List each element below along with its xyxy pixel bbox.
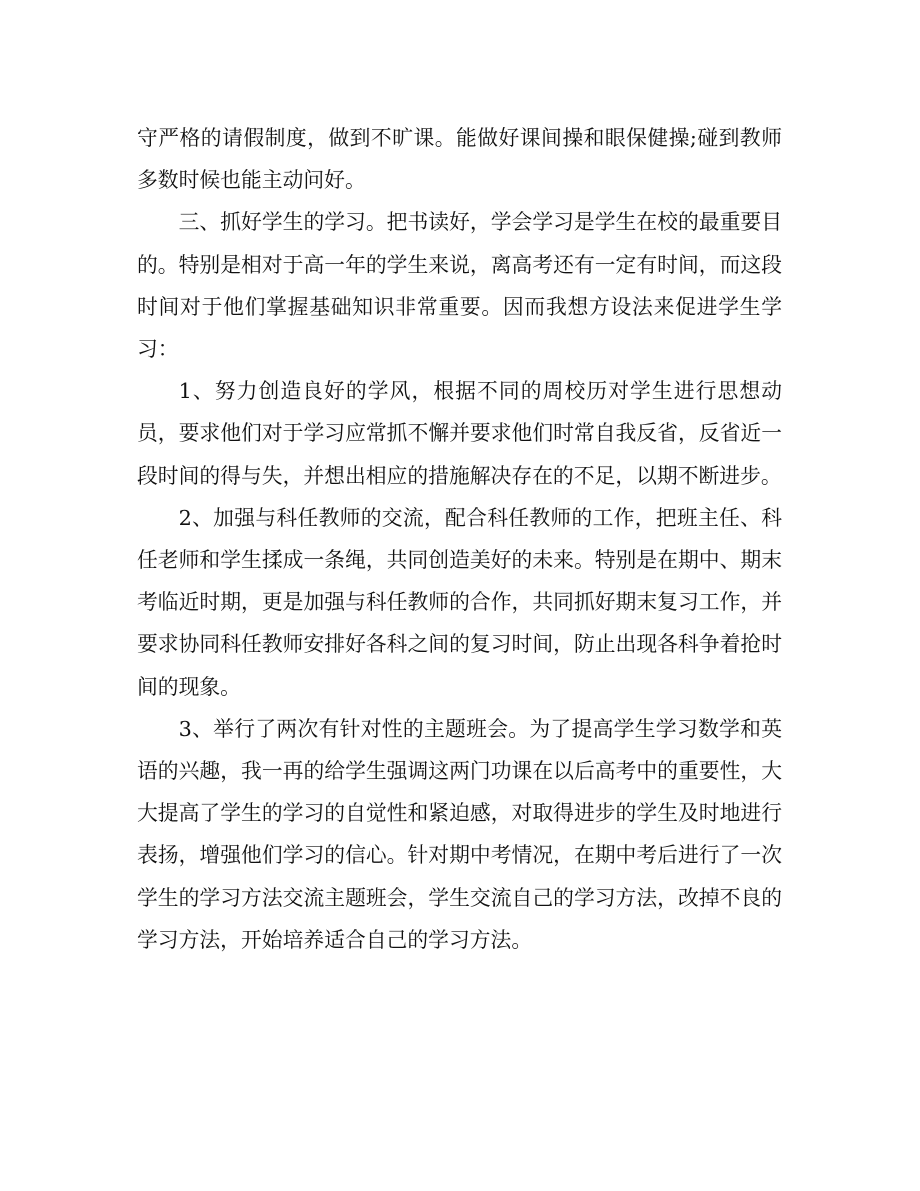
document-body bbox=[137, 117, 782, 961]
paragraph-section-three: 三、抓好学生的学习。把书读好，学会学习是学生在校的最重要目的。特别是相对于高一年的学生来说，离高考还有一定有时间，而这段时间对于他们掌握基础知识非常重要。因而我想方设法来促进学生学习： bbox=[137, 210, 782, 362]
paragraph-item-two: 2、加强与科任教师的交流，配合科任教师的工作，把班主任、科任老师和学生揉成一条绳，共同创造美好的未来。特别是在期中、期末考临近时期，更是加强与科任教师的合作，共同抓好期末复习工作，并要求协同科任教师安排好各科之间的复习时间，防止出现各科争着抢时间的现象。 bbox=[137, 505, 782, 699]
paragraph-item-three: 3、举行了两次有针对性的主题班会。为了提高学生学习数学和英语的兴趣，我一再的给学生强调这两门功课在以后高考中的重要性，大大提高了学生的学习的自觉性和紧迫感，对取得进步的学生及时地进行表扬，增强他们学习的信心。针对期中考情况，在期中考后进行了一次学生的学习方法交流主题班会，学生交流自己的学习方法，改掉不良的学习方法，开始培养适合自己的学习方法。 bbox=[137, 716, 782, 952]
paragraph-continuation: 守严格的请假制度，做到不旷课。能做好课间操和眼保健操;碰到教师多数时候也能主动问好。 bbox=[137, 126, 782, 193]
paragraph-item-one: 1、努力创造良好的学风，根据不同的周校历对学生进行思想动员，要求他们对于学习应常抓不懈并要求他们时常自我反省，反省近一段时间的得与失，并想出相应的措施解决存在的不足，以期不断进步。 bbox=[137, 379, 782, 488]
